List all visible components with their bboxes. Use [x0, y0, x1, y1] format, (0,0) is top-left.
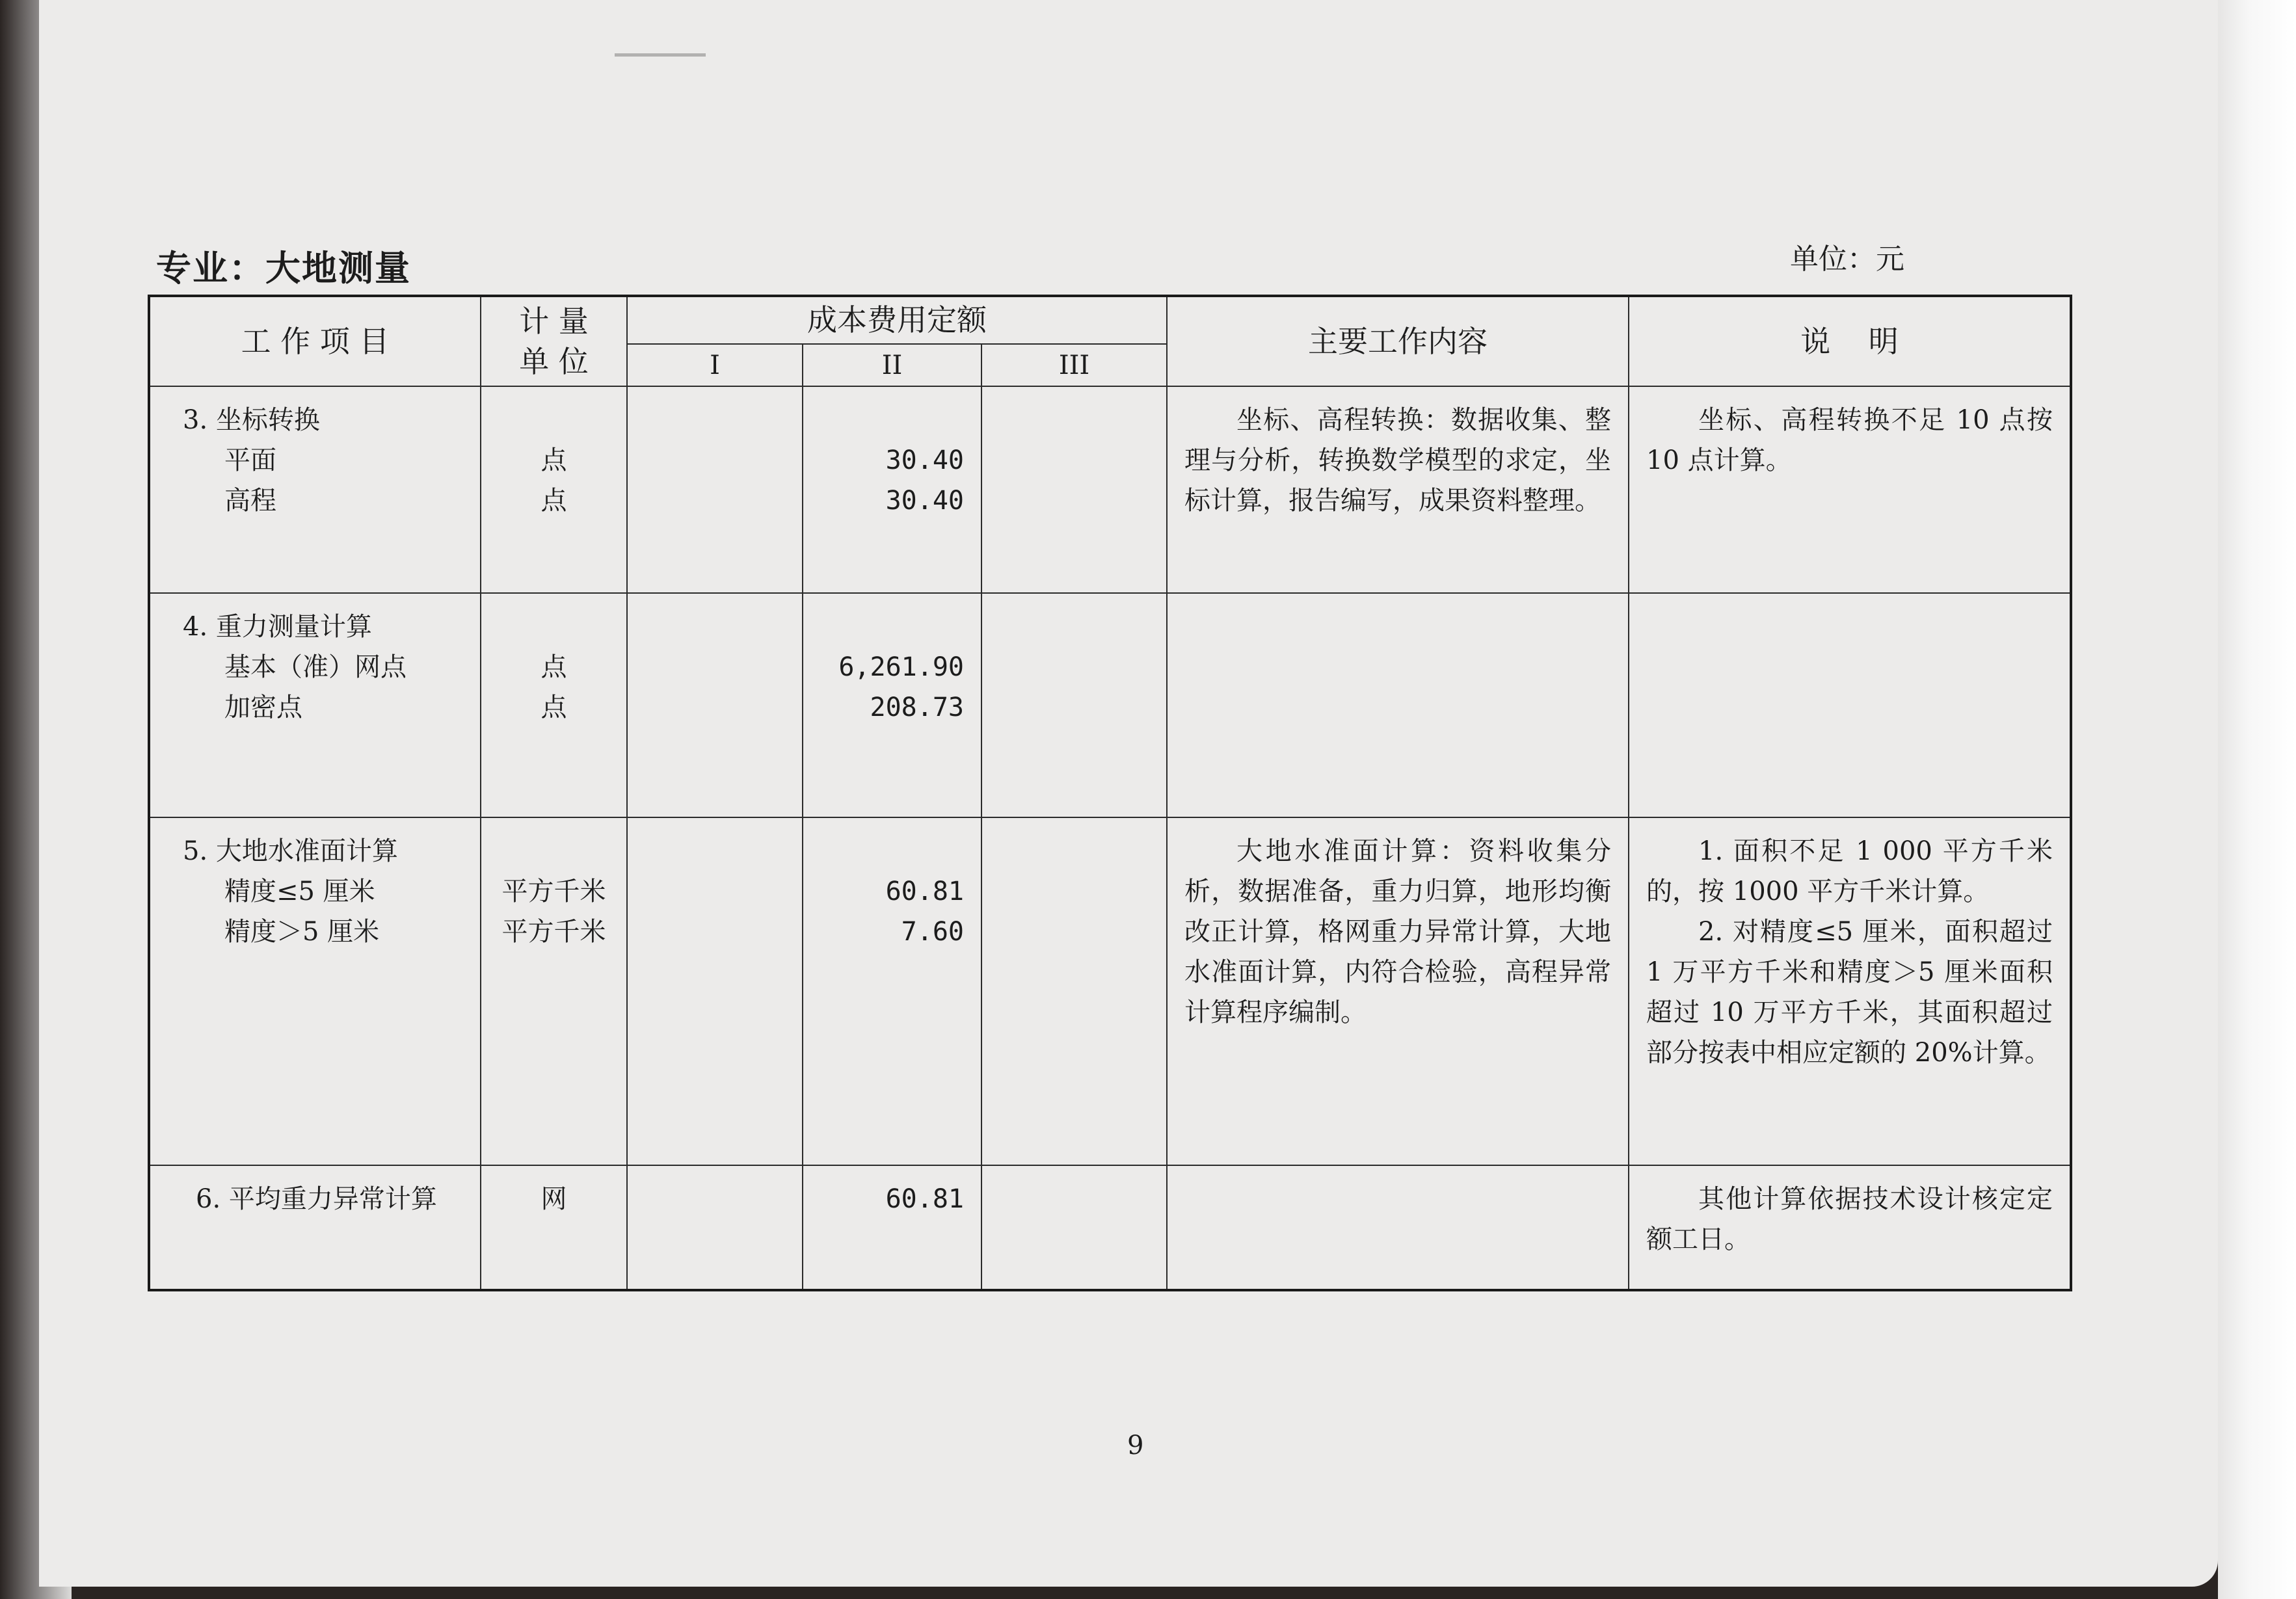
note-text: 1. 面积不足 1 000 平方千米的，按 1000 平方千米计算。: [1646, 836, 2053, 907]
item-title: 3. 坐标转换: [183, 405, 320, 436]
main-work-cell: [1167, 386, 1629, 593]
grade-2-value: 60.81: [885, 877, 964, 907]
unit-value: 点: [541, 652, 567, 683]
sub-item: 平面: [224, 445, 276, 476]
grade-3-cell: [981, 593, 1167, 817]
grade-1-cell: [627, 593, 803, 817]
header-main-work: 主要工作内容: [1167, 296, 1629, 386]
sub-item: 加密点: [224, 693, 302, 723]
grade-1-cell: [627, 817, 803, 1165]
grade-2-value: 30.40: [885, 445, 964, 476]
notes-cell: [1629, 593, 2071, 817]
unit-value: 点: [541, 445, 567, 476]
item-title: 6. 平均重力异常计算: [196, 1184, 437, 1215]
main-work-text: 坐标、高程转换：数据收集、整理与分析，转换数学模型的求定，坐标计算，报告编写，成果资料整理。: [1184, 405, 1612, 516]
main-work-cell: [1167, 1165, 1629, 1290]
notes-cell: [1629, 1165, 2071, 1290]
scan-mark: [615, 53, 706, 57]
grade-3-cell: [981, 1165, 1167, 1290]
header-notes: 说 明: [1629, 296, 2071, 386]
table-row: [149, 593, 2071, 817]
unit-label: 单位：元: [1790, 243, 1904, 276]
main-work-cell: [1167, 817, 1629, 1165]
unit-value: 平方千米: [501, 877, 606, 907]
specialty-title: 专业：大地测量: [156, 248, 411, 289]
item-title: 4. 重力测量计算: [183, 612, 372, 642]
sub-item: 高程: [224, 486, 276, 516]
grade-2-cell: [803, 593, 981, 817]
item-title: 5. 大地水准面计算: [183, 836, 398, 867]
page-number: 9: [1127, 1431, 1144, 1460]
header-unit-line2: 单 位: [519, 344, 589, 380]
unit-value: 点: [541, 693, 567, 723]
header-grade-2: II: [803, 344, 981, 386]
cost-quota-table: [148, 295, 2072, 1291]
header-unit: [481, 296, 627, 386]
unit-value: 点: [541, 486, 567, 516]
work-item-cell: [149, 593, 481, 817]
table-row: [149, 1165, 2071, 1290]
unit-cell: [481, 1165, 627, 1290]
unit-value: 网: [541, 1184, 567, 1215]
header-cost-quota: 成本费用定额: [627, 296, 1167, 344]
grade-2-cell: [803, 1165, 981, 1290]
note-text: 坐标、高程转换不足 10 点按 10 点计算。: [1646, 405, 2053, 476]
header-grade-3: III: [981, 344, 1167, 386]
table-row: [149, 386, 2071, 593]
header-unit-line1: 计 量: [519, 304, 589, 339]
notes-cell: [1629, 386, 2071, 593]
main-work-text: 大地水准面计算：资料收集分析，数据准备，重力归算，地形均衡改正计算，格网重力异常计算，大地水准面计算，内符合检验，高程异常计算程序编制。: [1184, 836, 1612, 1028]
header-grade-1: I: [627, 344, 803, 386]
grade-1-cell: [627, 1165, 803, 1290]
sub-item: 基本（准）网点: [224, 652, 407, 683]
sub-item: 精度≤5 厘米: [224, 877, 375, 907]
grade-2-value: 7.60: [901, 917, 964, 947]
grade-2-value: 6,261.90: [838, 652, 964, 683]
work-item-cell: [149, 1165, 481, 1290]
work-item-cell: [149, 817, 481, 1165]
grade-1-cell: [627, 386, 803, 593]
table-row: [149, 817, 2071, 1165]
unit-cell: [481, 386, 627, 593]
sub-item: 精度＞5 厘米: [224, 917, 380, 947]
grade-2-value: 30.40: [885, 486, 964, 516]
unit-value: 平方千米: [501, 917, 606, 947]
notes-cell: [1629, 817, 2071, 1165]
unit-cell: [481, 817, 627, 1165]
grade-2-value: 208.73: [870, 693, 964, 723]
grade-2-cell: [803, 386, 981, 593]
grade-3-cell: [981, 817, 1167, 1165]
work-item-cell: [149, 386, 481, 593]
header-work-item: 工 作 项 目: [149, 296, 481, 386]
page-edge: [2218, 0, 2296, 1599]
main-work-cell: [1167, 593, 1629, 817]
grade-2-value: 60.81: [885, 1184, 964, 1215]
note-text: 2. 对精度≤5 厘米，面积超过 1 万平方千米和精度＞5 厘米面积超过 10 万平方千米，其面积超过部分按表中相应定额的 20%计算。: [1646, 917, 2053, 1068]
note-text: 其他计算依据技术设计核定定额工日。: [1646, 1184, 2053, 1255]
grade-3-cell: [981, 386, 1167, 593]
grade-2-cell: [803, 817, 981, 1165]
unit-cell: [481, 593, 627, 817]
